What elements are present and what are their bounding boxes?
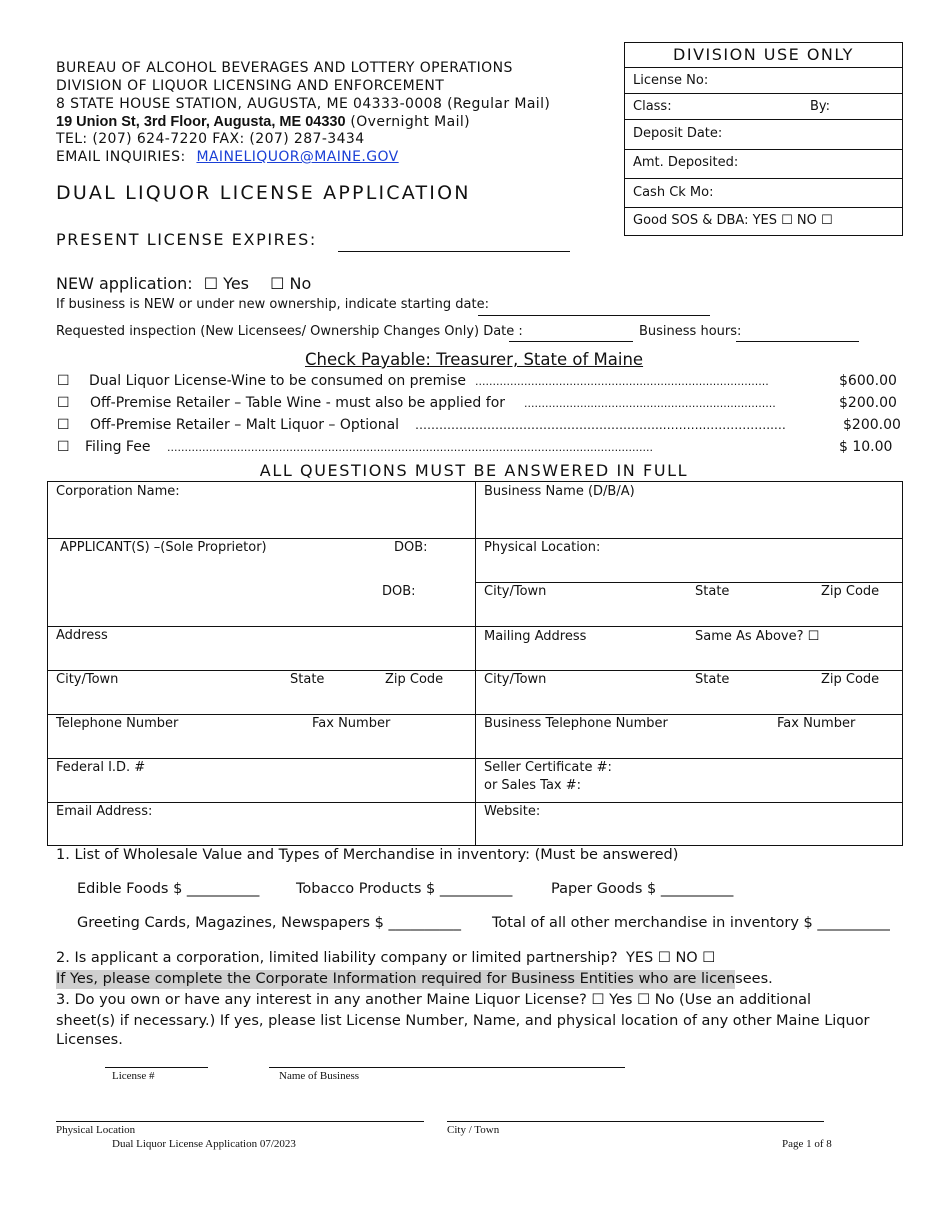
check-payable: Check Payable: Treasurer, State of Maine (305, 350, 644, 369)
edible-foods-field[interactable]: Edible Foods $ __________ (77, 881, 260, 897)
email-link[interactable]: MAINELIQUOR@MAINE.GOV (196, 149, 399, 165)
mailing-zip-label: Zip Code (821, 672, 880, 687)
fee-row-filing (57, 439, 897, 455)
question-3-line-1: 3. Do you own or have any interest in any another Maine Liquor License? ☐ Yes ☐ No (Use an additional (56, 992, 812, 1008)
mailing-address-label: Mailing Address (484, 629, 587, 644)
license-number-field[interactable] (105, 1067, 208, 1068)
agency-line-4 (56, 114, 470, 132)
fee-amount-filing: $ 10.00 (839, 439, 893, 455)
email-label: EMAIL INQUIRIES: (56, 149, 186, 165)
mailing-city-label: City/Town (484, 672, 547, 687)
deposit-date-label: Deposit Date: (633, 126, 723, 141)
fee-label-table-wine: Off-Premise Retailer – Table Wine - must also be applied for (90, 395, 506, 411)
fee-checkbox-filing[interactable]: ☐ (57, 439, 70, 455)
division-title: DIVISION USE ONLY (673, 45, 854, 64)
business-fax-label: Fax Number (777, 716, 856, 731)
agency-email-line (56, 149, 399, 167)
overnight-note: (Overnight Mail) (345, 114, 471, 130)
fee-label-filing: Filing Fee (85, 439, 151, 455)
physical-city-label: City/Town (484, 584, 547, 599)
business-hours-field[interactable] (736, 341, 859, 342)
physical-state-label: State (695, 584, 730, 599)
question-3-line-3: Licenses. (56, 1032, 123, 1048)
business-hours-label: Business hours: (639, 324, 742, 339)
telephone-label: Telephone Number (56, 716, 179, 731)
form-title: DUAL LIQUOR LICENSE APPLICATION (56, 182, 471, 204)
agency-phone: TEL: (207) 624-7220 FAX: (207) 287-3434 (56, 131, 365, 147)
fee-dots-filing: ........................................................................................................................................... (167, 441, 654, 454)
paper-goods-field[interactable]: Paper Goods $ __________ (551, 881, 734, 897)
fee-checkbox-malt[interactable]: ☐ (57, 417, 70, 433)
state-label: State (290, 672, 325, 687)
physical-location-caption: Physical Location (56, 1124, 136, 1136)
present-license-label: PRESENT LICENSE EXPIRES: (56, 230, 317, 249)
question-2: 2. Is applicant a corporation, limited liability company or limited partnership? (56, 950, 618, 966)
new-application-no[interactable]: ☐ No (270, 274, 312, 293)
question-3-line-2: sheet(s) if necessary.) If yes, please list License Number, Name, and physical location of any other Maine Liquor (56, 1013, 870, 1029)
new-application-row (56, 274, 311, 293)
name-of-business-field[interactable] (269, 1067, 625, 1068)
physical-zip-label: Zip Code (821, 584, 880, 599)
new-application-label: NEW application: (56, 274, 193, 293)
amt-deposited-label: Amt. Deposited: (633, 155, 739, 170)
city-town-field[interactable] (447, 1121, 824, 1122)
fee-row-malt-liquor (57, 417, 901, 433)
business-telephone-label: Business Telephone Number (484, 716, 668, 731)
sales-tax-label: or Sales Tax #: (484, 778, 582, 793)
fee-amount-wine: $600.00 (839, 373, 897, 389)
fee-dots-wine: .................................................................................... (475, 375, 769, 388)
new-application-yes[interactable]: ☐ Yes (203, 274, 249, 293)
agency-line-3: 8 STATE HOUSE STATION, AUGUSTA, ME 04333-0008 (Regular Mail) (56, 96, 551, 112)
fee-dots-malt: ……………………………………………………..………..……………..… (415, 418, 786, 432)
federal-id-label: Federal I.D. # (56, 760, 146, 775)
page-number: Page 1 of 8 (782, 1138, 832, 1150)
applicant-2-dob-label: DOB: (382, 584, 416, 599)
fee-amount-table-wine: $200.00 (839, 395, 897, 411)
all-questions-text: ALL QUESTIONS MUST BE ANSWERED IN FULL (259, 461, 689, 480)
applicant-1-dob-label: DOB: (394, 540, 428, 555)
question-2-note: If Yes, please complete the Corporate Information required for Business Entities who are licensees. (56, 971, 773, 987)
corporation-name-label: Corporation Name: (56, 484, 180, 499)
fee-checkbox-wine[interactable]: ☐ (57, 373, 70, 389)
seller-certificate-label: Seller Certificate #: (484, 760, 612, 775)
physical-location-label: Physical Location: (484, 540, 601, 555)
license-no-label: License No: (633, 73, 709, 88)
class-label: Class: (633, 99, 672, 114)
cash-ck-mo-label: Cash Ck Mo: (633, 185, 714, 200)
tobacco-products-field[interactable]: Tobacco Products $ __________ (296, 881, 513, 897)
form-id: Dual Liquor License Application 07/2023 (112, 1138, 296, 1150)
fee-row-wine-on-premise (57, 373, 897, 389)
mailing-state-label: State (695, 672, 730, 687)
website-label: Website: (484, 804, 541, 819)
applicants-label: APPLICANT(S) –(Sole Proprietor) (60, 540, 267, 555)
all-questions-heading (0, 461, 950, 480)
fee-amount-malt: $200.00 (843, 417, 901, 433)
agency-line-1: BUREAU OF ALCOHOL BEVERAGES AND LOTTERY OPERATIONS (56, 60, 513, 76)
fee-label-wine: Dual Liquor License-Wine to be consumed on premise (89, 373, 467, 389)
fee-label-malt: Off-Premise Retailer – Malt Liquor – Optional (90, 417, 400, 433)
business-name-label: Business Name (D/B/A) (484, 484, 635, 499)
inspection-date-field[interactable] (509, 341, 633, 342)
physical-location-field[interactable] (56, 1121, 424, 1122)
good-sos-label: Good SOS & DBA: YES ☐ NO ☐ (633, 213, 833, 228)
division-use-box (624, 42, 903, 236)
applicant-form-grid (47, 481, 903, 846)
by-label: By: (810, 99, 831, 114)
fee-dots-table-wine: ........................................................................ (524, 397, 776, 410)
starting-date-label: If business is NEW or under new ownership, indicate starting date: (56, 297, 489, 312)
inspection-label: Requested inspection (New Licensees/ Ownership Changes Only) Date : (56, 324, 523, 339)
name-of-business-caption: Name of Business (279, 1070, 360, 1082)
agency-line-2: DIVISION OF LIQUOR LICENSING AND ENFORCEMENT (56, 78, 445, 94)
starting-date-field[interactable] (478, 315, 710, 316)
city-town-caption: City / Town (447, 1124, 500, 1136)
fee-row-table-wine (57, 395, 897, 411)
total-other-merchandise-field[interactable]: Total of all other merchandise in inventory $ __________ (492, 915, 890, 931)
city-label: City/Town (56, 672, 119, 687)
present-license-field[interactable] (338, 251, 570, 252)
greeting-cards-field[interactable]: Greeting Cards, Magazines, Newspapers $ __________ (77, 915, 461, 931)
email-address-label: Email Address: (56, 804, 153, 819)
address-label: Address (56, 628, 108, 643)
license-number-caption: License # (112, 1070, 155, 1082)
question-1: 1. List of Wholesale Value and Types of Merchandise in inventory: (Must be answered) (56, 847, 679, 863)
fee-checkbox-table-wine[interactable]: ☐ (57, 395, 70, 411)
overnight-address: 19 Union St, 3rd Floor, Augusta, ME 04330 (56, 114, 346, 130)
fax-label: Fax Number (312, 716, 391, 731)
zip-label: Zip Code (385, 672, 444, 687)
same-as-above-checkbox[interactable]: Same As Above? ☐ (695, 629, 820, 644)
question-2-answer[interactable]: YES ☐ NO ☐ (626, 950, 716, 966)
